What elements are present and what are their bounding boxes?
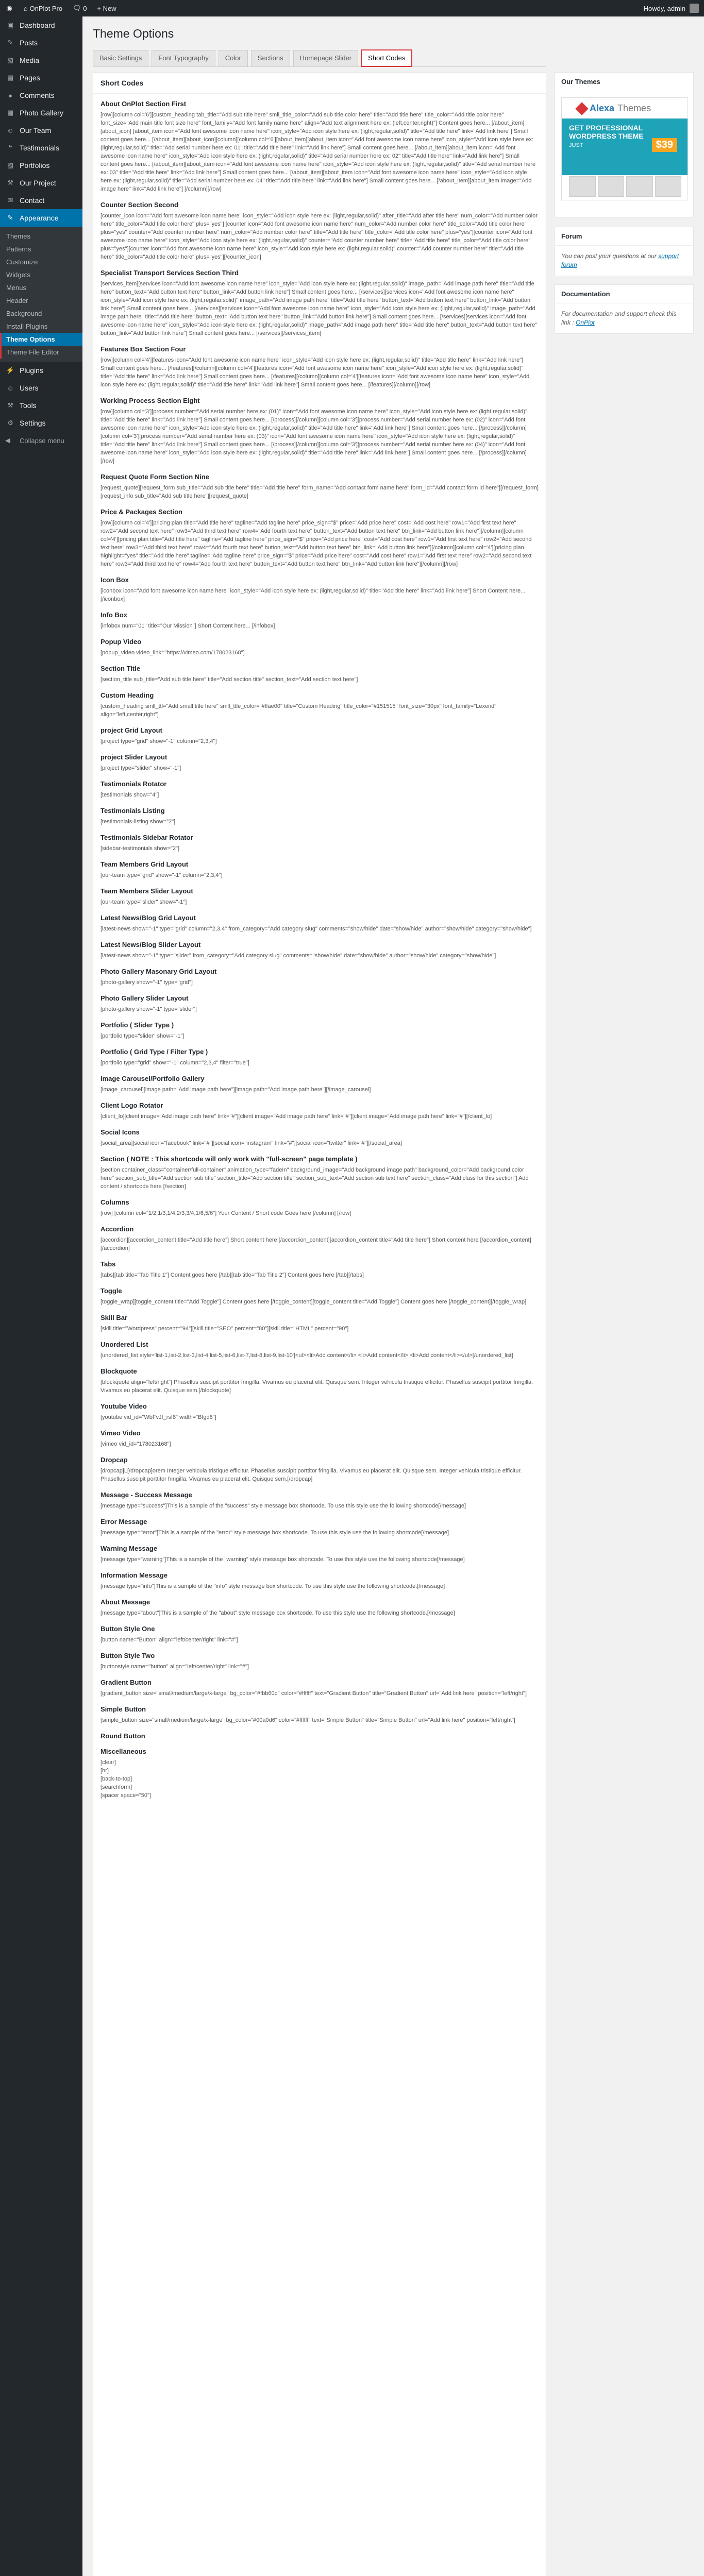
sidebar-item-pages[interactable]: ▤ Pages (0, 69, 82, 87)
sidebar-item-media[interactable]: ▧ Media (0, 52, 82, 69)
shortcode-section (100, 914, 539, 933)
shortcode-title: Simple Button (100, 1705, 146, 1713)
sidebar-item-our-project[interactable]: ⚒ Our Project (0, 174, 82, 192)
shortcode-section (100, 508, 539, 568)
shortcode-title: Testimonials Sidebar Rotator (100, 834, 193, 841)
shortcode-title: Round Button (100, 1732, 145, 1740)
shortcode-section (100, 1402, 539, 1421)
panel-title: Short Codes (93, 73, 546, 94)
sidebar-item-posts[interactable]: ✎ Posts (0, 34, 82, 52)
shortcode-section (100, 1198, 539, 1217)
shortcode-text[interactable]: [custom_heading smll_ttl="Add small title here" smll_ttle_color="#ffae00" title="Custom Heading" title_color="#151515" font_size="30px" font_family="Lexend" align="left,center,right"] (100, 703, 497, 718)
shortcode-section (100, 1155, 539, 1191)
submenu-item-customize[interactable]: Customize (6, 258, 38, 266)
shortcode-title: Vimeo Video (100, 1429, 141, 1437)
shortcode-section (100, 1101, 539, 1121)
shortcode-section (100, 1225, 539, 1252)
wordpress-logo-icon[interactable]: ◉ (6, 4, 12, 12)
shortcode-title: Section Title (100, 665, 141, 672)
shortcode-section (100, 887, 539, 906)
shortcode-title: Miscellaneous (100, 1748, 146, 1755)
shortcode-text[interactable]: [gradient_button size="small/medium/large/x-large" bg_color="#fbb60d" color="#ffffff" text="Gradient Button" title="Gradient Button" url="Add link here" position="left/right"] (100, 1690, 527, 1697)
shortcode-title: Features Box Section Four (100, 345, 186, 353)
shortcode-section (100, 994, 539, 1013)
shortcode-text[interactable]: [button name="Button" align="left/center/right" link="#"] (100, 1637, 238, 1643)
shortcode-title: Working Process Section Eight (100, 397, 200, 404)
shortcode-section (100, 691, 539, 719)
sidebar-item-users[interactable]: ☺ Users (0, 379, 82, 397)
shortcode-title: Price & Packages Section (100, 508, 182, 516)
quote-icon: ❝ (8, 144, 12, 151)
shortcode-title: Counter Section Second (100, 201, 178, 209)
tab-short-codes[interactable]: Short Codes (361, 50, 412, 66)
tab-color[interactable]: Color (219, 50, 248, 66)
shortcode-text[interactable]: [accordion][accordion_content title="Add title here"] Short content here [/accordion_content][accordion_content title="Add title here"] Short content here [/accordion_content][/accordion] (100, 1237, 531, 1251)
sidebar-item-our-team[interactable]: ☺ Our Team (0, 122, 82, 139)
home-icon[interactable]: ⌂ OnPlot Pro (24, 4, 63, 12)
admin-sidebar (0, 16, 82, 2576)
shortcode-title: Testimonials Rotator (100, 780, 167, 788)
banner-screenshots (569, 176, 681, 197)
shortcode-text[interactable]: [latest-news show="-1" type="grid" column="2,3,4" from_category="Add category slug" comments="show/hide" date="show/hide" author="show/hide" category="show/hide"] (100, 926, 532, 932)
shortcode-text[interactable]: [message type="error"]This is a sample of the "error" style message box shortcode. To use this style use the following shortcode[/message] (100, 1530, 449, 1536)
banner-headline: GET PROFESSIONAL WORDPRESS THEME (569, 124, 644, 140)
shortcode-title: Info Box (100, 611, 127, 619)
shortcode-text[interactable]: [blockquote align="left/right"] Phasellus suscipit porttitor fringilla. Vivamus eu placerat elit. Quisque sem. Integer vehicula tristique efficitur. Phasellus suscipit porttitor fringilla. Vivamus eu placerat elit. Quisque sem.[/blockquote] (100, 1379, 533, 1394)
shortcode-text[interactable]: [project type="slider" show="-1"] (100, 765, 181, 771)
shortcode-section (100, 1652, 539, 1671)
shortcode-section (100, 576, 539, 603)
sidebar-item-photo-gallery[interactable]: ▦ Photo Gallery (0, 104, 82, 122)
forum-title: Forum (555, 227, 693, 246)
sidebar-item-appearance[interactable]: ✎ Appearance (0, 209, 82, 227)
shortcode-title: Button Style One (100, 1625, 155, 1633)
short-codes-panel (93, 72, 546, 2576)
shortcode-text[interactable]: [our-team type="grid" show="-1" column="2,3,4"] (100, 872, 223, 878)
shortcode-title: Testimonials Listing (100, 807, 165, 815)
users-icon: ☺ (7, 384, 14, 392)
portfolio-icon: ▨ (7, 161, 14, 169)
shortcode-text[interactable]: [portfolio type="slider" show="-1"] (100, 1033, 185, 1039)
site-name[interactable]: OnPlot Pro (29, 4, 63, 12)
collapse-menu-button[interactable]: ◀ Collapse menu (5, 436, 64, 445)
admin-bar (0, 0, 704, 16)
settings-icon: ⚙ (7, 419, 13, 427)
sidebar-item-tools[interactable]: ⚒ Tools (0, 397, 82, 414)
shortcode-title: Latest News/Blog Slider Layout (100, 941, 201, 948)
submenu-item-themes[interactable]: Themes (6, 232, 30, 240)
shortcode-text[interactable]: [simple_button size="small/medium/large/x-large" bg_color="#00a0d6" color="#ffffff" text="Simple Button" title="Simple Button" url="Add link here" position="left/right"] (100, 1717, 515, 1723)
shortcode-title: Information Message (100, 1571, 168, 1579)
documentation-box (555, 284, 694, 334)
shortcode-text[interactable]: [testimonials show="4"] (100, 792, 159, 798)
sidebar-item-comments[interactable]: ● Comments (0, 87, 82, 104)
shortcode-title: Blockquote (100, 1367, 137, 1375)
shortcode-text[interactable]: [popup_video video_link="https://vimeo.com/178023168"] (100, 650, 245, 656)
shortcode-title: Social Icons (100, 1128, 140, 1136)
shortcode-text[interactable]: [photo-gallery show="-1" type="grid"] (100, 979, 193, 986)
shortcode-section (100, 941, 539, 960)
shortcode-section (100, 1341, 539, 1360)
tab-font-typography[interactable]: Font Typography (152, 50, 215, 66)
support-forum-link[interactable]: support forum (561, 252, 679, 268)
shortcode-section (100, 1128, 539, 1147)
shortcode-title: Toggle (100, 1287, 122, 1295)
shortcode-title: Message - Success Message (100, 1491, 192, 1499)
shortcode-section (100, 1367, 539, 1395)
shortcode-section (100, 968, 539, 987)
page-icon: ▤ (7, 74, 14, 81)
shortcode-text[interactable]: [project type="grid" show="-1" column="2,3,4"] (100, 738, 217, 744)
sidebar-item-portfolios[interactable]: ▨ Portfolios (0, 157, 82, 174)
avatar (690, 4, 699, 13)
content-area (93, 16, 694, 1799)
shortcode-title: Button Style Two (100, 1652, 155, 1659)
shortcode-text[interactable]: [buttonstyle name="button" align="left/center/right" link="#"] (100, 1664, 249, 1670)
documentation-link[interactable]: OnPlot (576, 319, 595, 326)
shortcode-title: Specialist Transport Services Section Third (100, 269, 239, 277)
shortcode-text[interactable]: [our-team type="slider" show="-1"] (100, 899, 187, 905)
submenu-item-theme-options[interactable]: Theme Options (0, 333, 82, 346)
pin-icon: ✎ (7, 39, 13, 46)
submenu-item-background[interactable]: Background (6, 310, 42, 317)
shortcode-section (100, 1518, 539, 1537)
shortcode-text[interactable]: [message type="info"]This is a sample of the "info" style message box shortcode. To use this style use the following shortcode.[/message] (100, 1583, 445, 1589)
shortcode-section (100, 1075, 539, 1094)
shortcode-section (100, 397, 539, 465)
shortcode-section (100, 1705, 539, 1724)
our-themes-box (555, 72, 694, 217)
shortcode-text[interactable]: [portfolio type="grid" show="-1" column="2,3,4" filter="true"] (100, 1060, 249, 1066)
submenu-item-menus[interactable]: Menus (6, 284, 27, 292)
shortcode-text[interactable]: [row][column col='6'][custom_heading tab_title="Add sub title here" smll_title_color="Add sub title color here" title="Add title here" title_color="Add title color here" font_size="Add main title font size here" font_family="Add font family name here" align="Add text alignment here ex: (left,center,right)"] Content goes here... [/about_item][about_icon] [about_item icon="Add font awesome icon name here" icon_style="Add icon style here ex: (light,regular,solid)" title="Add title here" link="Add link here"] Small content goes here... [/about_item][about_icon][column][column col='6'][about_item][about_item icon="Add font awesome icon name here" icon_style="Add icon style here ex: (light,regular,solid)" title="Add serial number here ex: 01" title="Add title here" link="Add link here"] Small content goes here... [/about_item][about_item icon="Add font awesome icon name here" icon_style="Add icon style here ex: (light,regular,solid)" title="Add serial number here ex: 02" title="Add title here" link="Add link here"] Small content goes here... [/about_item][about_item icon="Add font awesome icon name here" icon_style="Add icon style here ex: (light,regular,solid)" title="Add serial number here ex: 03" title="Add title here" link="Add link here"] Small content goes here... [/about_item][about_item icon="Add font awesome icon name here" icon_style="Add icon style here ex: (light,regular,solid)" title="Add serial number here ex: 04" title="Add title here" link="Add link here"] Small content goes here... [/about_item][about_item image="Add image here" link="Add link here"] [/column][/row] (100, 112, 536, 192)
sidebar-item-settings[interactable]: ⚙ Settings (0, 414, 82, 432)
shortcode-title: Dropcap (100, 1456, 128, 1464)
shortcode-text[interactable]: [client_lo][client image="Add image path here" link="#"][client image="Add image path here" link="#"][client image="Add image path here" link="#"][/client_lo] (100, 1113, 492, 1120)
forum-box (555, 227, 694, 276)
shortcode-section (100, 665, 539, 684)
dashboard-icon: ▣ (7, 21, 14, 29)
shortcode-text[interactable]: [testimonials-listing show="2"] (100, 819, 176, 825)
shortcode-title: Portfolio ( Grid Type / Filter Type ) (100, 1048, 208, 1056)
media-icon: ▧ (7, 56, 14, 64)
tab-homepage-slider[interactable]: Homepage Slider (293, 50, 358, 66)
brush-icon: ✎ (7, 214, 13, 222)
shortcode-section (100, 201, 539, 261)
shortcode-section (100, 1545, 539, 1564)
shortcode-section (100, 1571, 539, 1590)
shortcode-text[interactable]: [toggle_wrap][toggle_content title="Add Toggle"] Content goes here [/toggle_content][toggle_content title="Add Toggle"] Content goes here [/toggle_content][/toggle_wrap] (100, 1299, 527, 1305)
shortcode-title: Team Members Grid Layout (100, 860, 189, 868)
shortcode-title: Image Carousel/Portfolio Gallery (100, 1075, 205, 1082)
shortcode-text[interactable]: [sidebar-testimonials show="2"] (100, 845, 180, 852)
shortcode-title: Portfolio ( Slider Type ) (100, 1021, 174, 1029)
submenu-item-patterns[interactable]: Patterns (6, 245, 31, 253)
plugin-icon: ⚡ (6, 366, 15, 374)
shortcode-text[interactable]: [row][column col='4'][pricing plan title="Add title here" tagline="Add tagline here" price_sign="$" price="Add price here" cost="Add cost here" row1="Add first text here" row2="Add second text here" row3="Add third text here" row4="Add fourth text here" button_text="Add button text here" btn_link="Add button link here"][/column][column col='4'][pricing plan title="Add title here" tagline="Add tagline here" price_sign="$" price="Add price here" cost="Add cost here" row1="Add first text here" row2="Add second text here" row3="Add third text here" row4="Add fourth text here" button_text="Add button text here" btn_link="Add button link here"][/column][column col='4'][pricing plan highlight="yes" title="Add title here" tagline="Add tagline here" price_sign="$" price="Add price here" cost="Add cost here" row1="Add first text here" row2="Add second text here" row3="Add third text here" row4="Add fourth text here" button_text="Add button text here" btn_link="Add button link here"][/column][/row] (100, 520, 532, 567)
banner-just: JUST (569, 142, 583, 148)
shortcode-section (100, 345, 539, 389)
submenu-item-widgets[interactable]: Widgets (6, 271, 30, 279)
shortcode-text[interactable]: [row] [column col="1/2,1/3,1/4,2/3,3/4,1/6,5/6"] Your Content / Short code Goes here [/column] [/row] (100, 1210, 351, 1216)
shortcode-title: Custom Heading (100, 691, 154, 699)
forum-text: You can post your questions at our (561, 252, 657, 260)
comment-icon: ● (8, 91, 12, 99)
our-themes-title: Our Themes (555, 73, 693, 91)
banner-price: $39 (652, 138, 677, 152)
shortcode-section (100, 1260, 539, 1279)
shortcode-title: About OnPlot Section First (100, 100, 187, 108)
shortcode-title: Unordered List (100, 1341, 148, 1348)
shortcode-text[interactable]: [services_item][services icon="Add font awesome icon name here" icon_style="Add icon style here ex: (light,regular,solid)" image_path="Add image path here" title="Add title here" button_text="Add button text here" button_link="Add button link here"] Small content goes here... [/services][services icon="Add font awesome icon name here" icon_style="Add icon style here ex: (light,regular,solid)" image_path="Add image path here" title="Add title here" button_text="Add button text here" button_link="Add button link here"] Small content goes here... [/services][services icon="Add font awesome icon name here" icon_style="Add icon style here ex: (light,regular,solid)" image_path="Add image path here" title="Add title here" button_text="Add button text here" button_link="Add button link here"] Small content goes here... [/services][services icon="Add font awesome icon name here" icon_style="Add icon style here ex: (light,regular,solid)" image_path="Add image path here" title="Add title here" button_text="Add button text here" button_link="Add button link here"] Small content goes here... [/services][/services_item] (100, 281, 538, 336)
shortcode-text[interactable]: [tabs][tab title="Tab Title 1"] Content goes here [/tab][tab title="Tab Title 2"] Content goes here [/tab][/tabs] (100, 1272, 364, 1278)
shortcode-text[interactable]: [request_quote][request_form sub_title="Add sub title here" title="Add title here" form_name="Add contact form name here" form_id="Add contact form id here"][/request_form][request_info sub_title="Add sub title here"][request_quote] (100, 485, 539, 499)
shortcode-title: Gradient Button (100, 1679, 152, 1686)
shortcode-text[interactable]: [counter_icon icon="Add font awesome icon name here" icon_style="Add icon style here ex: (light,regular,solid)" after_title="Add after title here" num_color="Add number color here" title_color="Add title color here" plus="yes"] [counter icon="Add font awesome icon name here" num_color="Add number color here" title_color="Add title color here" plus="yes" counter="Add counter number here" num_color="Add number color here" title="Add title here" title_color="Add title color here" plus="yes"][counter icon="Add font awesome icon name here" icon_style="Add icon style here ex: (light,regular,solid)" counter="Add counter number here" title="Add title here" title_color="Add title color here" plus="yes"][counter icon="Add font awesome icon name here" icon_style="Add icon style here ex: (light,regular,solid)" counter="Add counter number here" title="Add title here" title_color="Add title color here" plus="yes"][/counter_icon] (100, 213, 538, 260)
shortcode-text[interactable]: [latest-news show="-1" type="slider" from_category="Add category slug" comments="show/hide" date="show/hide" author="show/hide" category="show/hide"] (100, 953, 496, 959)
gallery-icon: ▦ (7, 109, 14, 116)
shortcode-section (100, 1679, 539, 1698)
shortcode-title: Error Message (100, 1518, 147, 1526)
shortcode-title: Accordion (100, 1225, 134, 1233)
shortcode-text[interactable]: [clear] [hr] [back-to-top] [searchform] [spacer space="50"] (100, 1759, 152, 1799)
shortcode-title: About Message (100, 1598, 150, 1606)
shortcode-text[interactable]: [skill title="Wordpress" percent="94"][skill title="SEO" percent="80"][skill title="HTML" percent="90"] (100, 1326, 349, 1332)
shortcode-section (100, 1748, 539, 1800)
shortcode-section (100, 780, 539, 799)
team-icon: ☺ (7, 126, 14, 134)
shortcode-title: Section ( NOTE : This shortcode will only work with "full-screen" page template ) (100, 1155, 358, 1163)
shortcode-section (100, 1048, 539, 1067)
shortcode-section (100, 638, 539, 657)
shortcode-title: Skill Bar (100, 1314, 128, 1321)
shortcode-section (100, 807, 539, 826)
themes-banner[interactable] (561, 97, 688, 200)
shortcode-list (93, 94, 546, 1814)
shortcode-title: Team Members Slider Layout (100, 887, 193, 895)
shortcode-title: project Slider Layout (100, 753, 167, 761)
shortcode-title: Photo Gallery Masonary Grid Layout (100, 968, 217, 975)
documentation-text: For documentation and support check this link : (561, 310, 677, 326)
shortcode-text[interactable]: [iconbox icon="Add font awesome icon name here" icon_style="Add icon style here ex: (light,regular,solid)" title="Add title here" link="Add link here"] Short Content here... [/iconbox] (100, 588, 526, 602)
logo-mark-icon (575, 102, 588, 115)
comments-count[interactable]: 🗨 0 (73, 4, 87, 12)
shortcode-title: Latest News/Blog Grid Layout (100, 914, 196, 922)
shortcode-text[interactable]: [section_title sub_title="Add sub title here" title="Add section title" section_text="Add section text here"] (100, 676, 358, 683)
shortcode-text[interactable]: [row][column col='4'][features icon="Add font awesome icon name here" icon_style="Add icon style here ex: (light,regular,solid)" title="Add title here" link="Add link here"] Small content goes here... [/features][/column][column col='4'][features icon="Add font awesome icon name here" icon_style="Add icon style here ex: (light,regular,solid)" title="Add title here" link="Add link here"] Small content goes here... [/features][/column][column col='4'][features icon="Add font awesome icon name here" icon_style="Add icon style here ex: (light,regular,solid)" title="Add title here" link="Add link here"] Small content goes here... [/features][/column][/row] (100, 357, 530, 388)
appearance-submenu (0, 227, 82, 362)
shortcode-section (100, 1287, 539, 1306)
shortcode-title: Columns (100, 1198, 129, 1206)
shortcode-title: Request Quote Form Section Nine (100, 473, 209, 481)
shortcode-section (100, 834, 539, 853)
sidebar-item-dashboard[interactable]: ▣ Dashboard (0, 16, 82, 34)
shortcode-section (100, 473, 539, 500)
sidebar-item-contact[interactable]: ✉ Contact (0, 192, 82, 209)
shortcode-text[interactable]: [message type="about"]This is a sample of the "about" style message box shortcode. To use this style use the following shortcode.[/message] (100, 1610, 455, 1616)
shortcode-title: project Grid Layout (100, 726, 162, 734)
shortcode-title: Youtube Video (100, 1402, 147, 1410)
sidebar-item-testimonials[interactable]: ❝ Testimonials (0, 139, 82, 157)
shortcode-text[interactable]: [infobox num="01" title="Our Mission"] Short Content here... [/infobox] (100, 623, 275, 629)
shortcode-section (100, 1598, 539, 1617)
shortcode-section (100, 1732, 539, 1740)
shortcode-text[interactable]: [vimeo vid_id="178023168"] (100, 1441, 171, 1447)
tools-icon: ⚒ (7, 401, 13, 409)
shortcode-section (100, 1021, 539, 1040)
shortcode-section (100, 100, 539, 193)
documentation-title: Documentation (555, 285, 693, 303)
shortcode-section (100, 1491, 539, 1510)
shortcode-section (100, 1429, 539, 1448)
shortcode-title: Icon Box (100, 576, 129, 584)
shortcode-text[interactable]: [unordered_list style='list-1,list-2,list-3,list-4,list-5,list-6,list-7,list-8,list-9,list-10']<ul><li>Add content</li> <li>Add content</li> <li>Add content</li></ul>[/unordered_list] (100, 1352, 513, 1359)
submenu-item-theme-file-editor[interactable]: Theme File Editor (0, 346, 82, 359)
shortcode-text[interactable]: [social_area][social icon="facebook" link="#"][social icon="instagram" link="#"][social icon="twitter" link="#"][/social_area] (100, 1140, 402, 1146)
shortcode-section (100, 860, 539, 879)
tab-basic-settings[interactable]: Basic Settings (93, 50, 148, 66)
shortcode-text[interactable]: [youtube vid_id="WbFvJI_rsf8" width="Bfgd8"] (100, 1414, 216, 1420)
shortcode-title: Photo Gallery Slider Layout (100, 994, 189, 1002)
shortcode-title: Popup Video (100, 638, 142, 646)
shortcode-text[interactable]: [section container_class="container/full-container" animation_type="fadeIn" background_image="Add background image path" background_color="Add background color here" section_sub_title="Add section sub title" section_title="Add section title" section_sub_text="Add section sub text here" section_class="Add class for this section"] Add content / shortcode here [/section] (100, 1167, 529, 1190)
shortcode-text[interactable]: [image_carousel][image path="Add image path here"][image path="Add image path here"][/image_carousel] (100, 1087, 371, 1093)
new-content-button[interactable]: + New (97, 4, 116, 12)
shortcode-section (100, 1625, 539, 1644)
collapse-icon: ◀ (5, 436, 10, 444)
shortcode-section (100, 753, 539, 772)
options-tabs (93, 49, 546, 67)
sidebar-item-plugins[interactable]: ⚡ Plugins (6, 366, 43, 375)
alexa-themes-logo: Alexa Themes (577, 103, 651, 114)
shortcode-section (100, 1456, 539, 1483)
shortcode-section (100, 611, 539, 630)
shortcode-section (100, 726, 539, 745)
shortcode-section (100, 269, 539, 337)
shortcode-title: Client Logo Rotator (100, 1101, 163, 1109)
contact-icon: ✉ (7, 196, 13, 204)
tab-sections[interactable]: Sections (251, 50, 290, 66)
shortcode-section (100, 1314, 539, 1333)
shortcode-title: Tabs (100, 1260, 116, 1268)
project-icon: ⚒ (7, 179, 13, 187)
shortcode-text[interactable]: [message type="success"]This is a sample of the "success" style message box shortcode. To use this style use the following shortcode[/message] (100, 1503, 466, 1509)
account-menu[interactable]: Howdy, admin (639, 0, 704, 16)
shortcode-text[interactable]: [dropcap]L[/dropcap]orem Integer vehicula tristique efficitur. Phasellus suscipit porttitor fringilla. Vivamus eu placerat elit. Quisque sem. Integer vehicula tristique efficitur. Phasellus suscipit porttitor fringilla. Vivamus eu placerat elit. Quisque sem.[/dropcap] (100, 1468, 522, 1482)
shortcode-title: Warning Message (100, 1545, 158, 1552)
shortcode-text[interactable]: [row][column col='3'][process number="Add serial number here ex: (01)" icon="Add font awesome icon name here" icon_style="Add icon style here ex: (light,regular,solid)" title="Add title here" link="Add link here"] Small content goes here... [/process][/column][column col='3'][process number="Add serial number here ex: (02)" icon="Add font awesome icon name here" icon_style="Add icon style here ex: (light,regular,solid)" title="Add title here" link="Add link here"] Small content goes here... [/process][/column][column col='3'][process number="Add serial number here ex: (03)" icon="Add font awesome icon name here" icon_style="Add icon style here ex: (light,regular,solid)" title="Add title here" link="Add link here"] Small content goes here... [/process][/column][column col='3'][process number="Add serial number here ex: (04)" icon="Add font awesome icon name here" icon_style="Add icon style here ex: (light,regular,solid)" title="Add title here" link="Add link here"] Small content goes here... [/process][/column][/row] (100, 409, 527, 464)
shortcode-text[interactable]: [message type="warning"]This is a sample of the "warning" style message box shortcode. To use this style use the following shortcode[/message] (100, 1556, 465, 1563)
submenu-item-header[interactable]: Header (6, 297, 28, 304)
shortcode-text[interactable]: [photo-gallery show="-1" type="slider"] (100, 1006, 197, 1012)
page-title: Theme Options (93, 27, 174, 40)
submenu-item-install-plugins[interactable]: Install Plugins (6, 323, 48, 330)
